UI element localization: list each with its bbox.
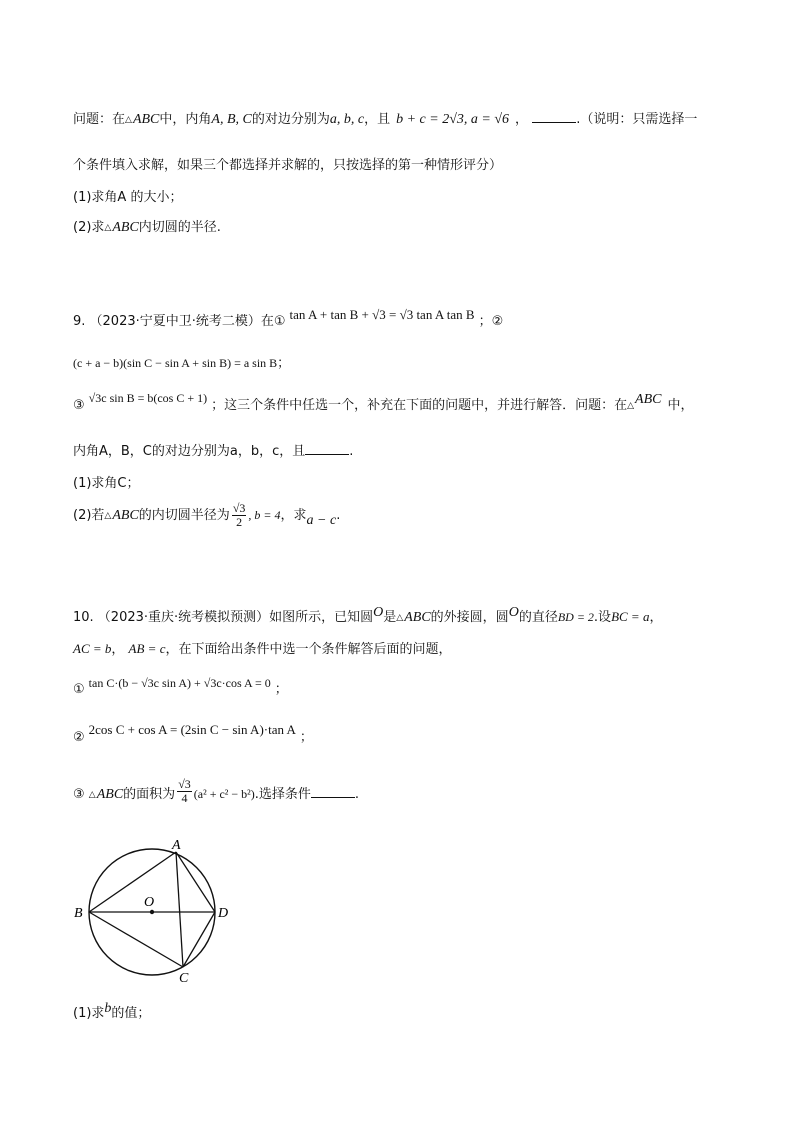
triangle-icon: △ <box>88 790 96 801</box>
segment-ac <box>176 852 183 967</box>
p9-header <box>73 307 504 329</box>
math-abc: ABC <box>635 392 662 407</box>
text: .（说明：只需选择一 <box>576 112 698 127</box>
p9-cond3 <box>73 391 694 414</box>
text: 中，内角 <box>159 112 212 127</box>
segment-ba <box>89 852 176 912</box>
math-condition-1: tan A + tan B + √3 = √3 tan A tan B <box>289 307 475 322</box>
triangle-icon: △ <box>627 401 635 411</box>
math-abc: ABC <box>404 610 431 625</box>
math-bd: BD = 2 <box>557 610 594 624</box>
p10-q1 <box>73 1002 150 1022</box>
text: 的面积为 <box>123 787 176 803</box>
p10-cond3 <box>73 778 359 805</box>
circled-2: ② <box>73 730 85 745</box>
p9-cond2 <box>73 352 290 371</box>
triangle-icon: △ <box>125 115 132 125</box>
fraction-numerator: √3 <box>178 777 191 791</box>
math-sides: a, b, c <box>329 112 365 127</box>
math-condition-1: tan C·(b − √3c sin A) + √3c·cos A = 0 <box>88 676 271 690</box>
p9-q2 <box>73 502 340 529</box>
segment-ad <box>176 852 215 912</box>
text: 的外接圆，圆 <box>430 610 509 625</box>
text: 个条件填入求解，如果三个都选择并求解的，只按选择的第一种情形评分） <box>73 158 503 173</box>
text: ； <box>299 730 313 745</box>
segment-cd <box>183 912 215 967</box>
center-point <box>150 910 154 914</box>
math-condition: b + c = 2√3, a = √6 <box>396 112 510 127</box>
text: (2)若 <box>73 508 105 524</box>
p10-header <box>73 606 662 626</box>
text: ； <box>274 682 288 697</box>
answer-blank <box>305 443 349 455</box>
text: 的内切圆半径为 <box>138 508 230 524</box>
text: ， <box>111 642 125 657</box>
label-b: B <box>74 906 83 921</box>
p10-cond1 <box>73 678 288 697</box>
math-condition-3: (a² + c² − b²) <box>193 787 255 802</box>
fraction <box>232 502 247 529</box>
math-ac: AC = b <box>73 641 112 656</box>
text: .选择条件 <box>254 787 311 803</box>
math-o: O <box>508 605 519 620</box>
label-a: A <box>172 838 181 853</box>
math-b: b <box>104 1001 112 1016</box>
math-abc: ABC <box>112 220 139 235</box>
text: (1)求 <box>73 1006 105 1021</box>
text: ；② <box>478 314 504 329</box>
text: ，求 <box>280 508 307 524</box>
text: ；这三个条件中任选一个，补充在下面的问题中，并进行解答．问题：在 <box>211 398 628 413</box>
answer-blank <box>311 786 355 798</box>
triangle-icon: △ <box>104 223 112 233</box>
circle-figure <box>72 834 242 984</box>
p8-line1 <box>73 108 697 128</box>
text: 内角A，B，C的对边分别为a，b，c，且 <box>73 444 306 459</box>
math-condition-2: (c + a − b)(sin C − sin A + sin B) = a sin B <box>73 356 278 370</box>
fraction-denominator: 2 <box>236 515 243 530</box>
text: 的值； <box>111 1006 151 1021</box>
triangle-icon: △ <box>396 613 404 623</box>
text: . <box>354 787 360 803</box>
math-b: , b = 4 <box>248 508 281 523</box>
label-c: C <box>179 971 189 984</box>
p10-line2 <box>73 638 452 657</box>
label-o: O <box>144 895 155 910</box>
p10-cond2 <box>73 722 313 745</box>
text: (2)求 <box>73 220 105 235</box>
math-abc: ABC <box>96 787 124 803</box>
p9-q1 <box>73 472 140 491</box>
label-d: D <box>218 906 229 921</box>
text: . <box>349 444 354 459</box>
fraction <box>177 778 192 805</box>
math-bc: BC = a <box>611 609 650 624</box>
text: 的对边分别为 <box>251 112 330 127</box>
text: 内切圆的半径. <box>138 220 221 235</box>
segment-bc <box>89 912 183 967</box>
text: ， <box>515 112 529 127</box>
question-text: (1)求角C； <box>73 476 140 491</box>
math-expression: a − c <box>306 513 337 529</box>
p8-line2 <box>73 154 502 173</box>
text: 的直径 <box>518 610 558 625</box>
p9-line4 <box>73 440 353 459</box>
circled-1: ① <box>73 682 85 697</box>
math-o: O <box>373 605 384 620</box>
text: ， <box>649 610 663 625</box>
text: 中， <box>667 398 694 413</box>
circled-3: ③ <box>73 787 85 803</box>
answer-blank <box>532 111 576 123</box>
text: ； <box>277 356 291 371</box>
question-text: (1)求角A 的大小； <box>73 190 183 205</box>
math-abc: ABC <box>132 112 160 127</box>
p8-q1 <box>73 186 182 205</box>
math-ab: AB = c <box>128 641 166 656</box>
text: ，在下面给出条件中选一个条件解答后面的问题， <box>165 642 452 657</box>
text: . <box>336 508 341 524</box>
math-abc: ABC <box>112 508 139 524</box>
math-condition-3: √3c sin B = b(cos C + 1) <box>88 391 208 405</box>
text: 问题：在 <box>73 112 126 127</box>
p8-q2 <box>73 216 221 236</box>
text: .设 <box>593 610 612 625</box>
text: ，且 <box>364 112 391 127</box>
problem-header: 10. （2023·重庆·统考模拟预测）如图所示，已知圆 <box>73 610 374 625</box>
fraction-denominator: 4 <box>181 791 188 806</box>
triangle-icon: △ <box>104 511 112 522</box>
text: 是 <box>383 610 397 625</box>
math-condition-2: 2cos C + cos A = (2sin C − sin A)·tan A <box>88 722 296 737</box>
problem-header: 9. （2023·宁夏中卫·统考二模）在① <box>73 314 286 329</box>
math-angles: A, B, C <box>211 112 252 127</box>
fraction-numerator: √3 <box>232 501 246 515</box>
circled-3: ③ <box>73 398 85 413</box>
